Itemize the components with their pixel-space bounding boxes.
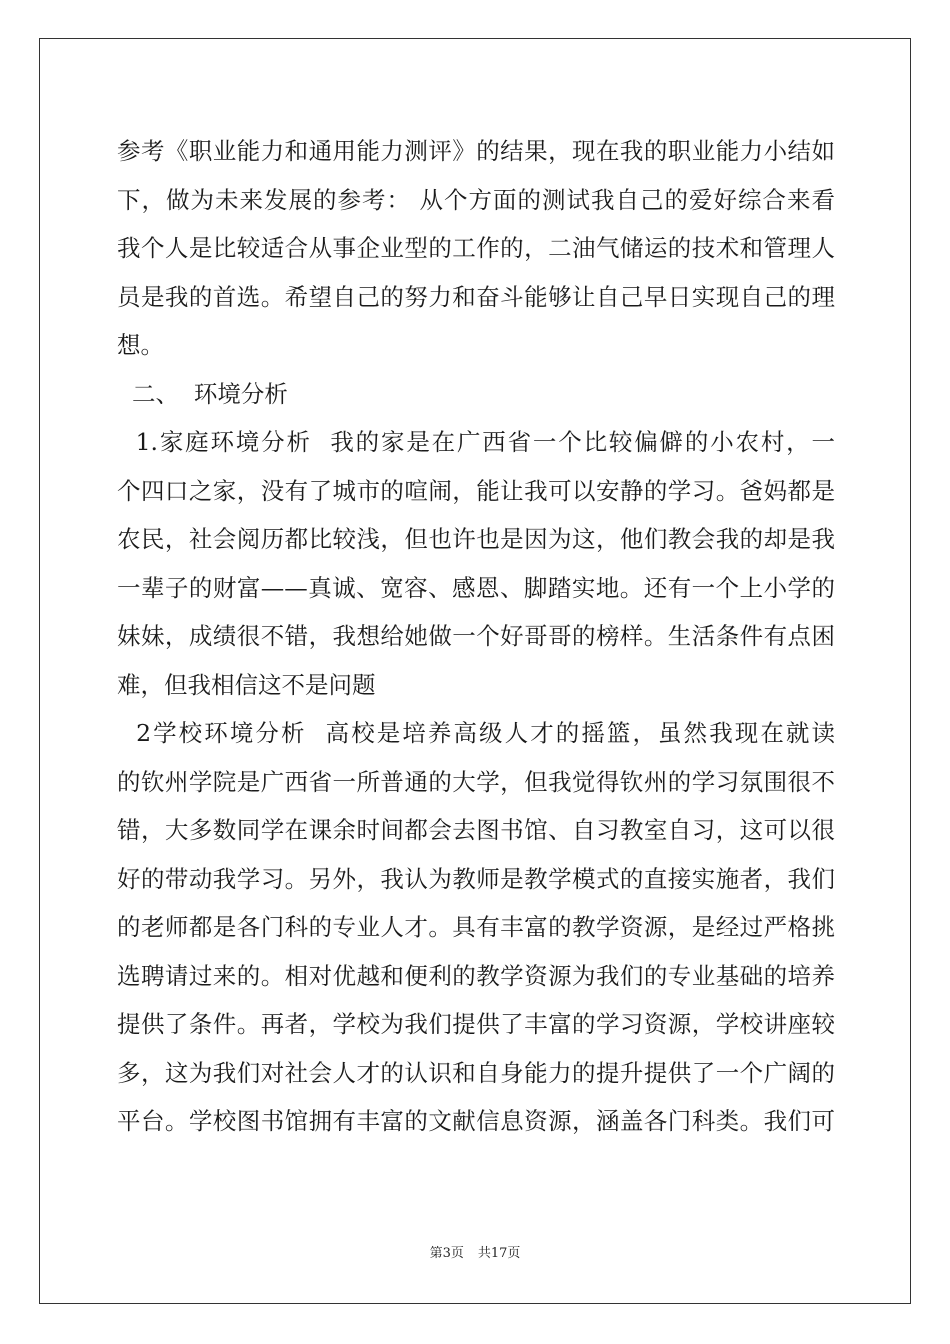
text-line: 2学校环境分析 高校是培养高级人才的摇篮，虽然我现在就读 [117, 719, 835, 747]
text-line: 多，这为我们对社会人才的认识和自身能力的提升提供了一个广阔的 [117, 1058, 835, 1087]
text-line: 难，但我相信这不是问题 [117, 670, 376, 699]
text-line: 下，做为未来发展的参考： 从个方面的测试我自己的爱好综合来看 [117, 185, 835, 214]
text-line: 一辈子的财富——真诚、宽容、感恩、脚踏实地。还有一个上小学的 [117, 573, 835, 602]
paragraph-career-summary [117, 127, 835, 370]
text-line: 农民，社会阅历都比较浅，但也许也是因为这，他们教会我的却是我 [117, 525, 835, 553]
section-heading: 二、 环境分析 [117, 379, 288, 408]
page-total: 共17页 [477, 1246, 521, 1261]
text-line: 我个人是比较适合从事企业型的工作的，二油气储运的技术和管理人 [117, 234, 835, 262]
page-footer [0, 1242, 950, 1261]
text-line: 员是我的首选。希望自己的努力和奋斗能够让自己早日实现自己的理 [117, 282, 835, 311]
text-line: 错，大多数同学在课余时间都会去图书馆、自习教室自习，这可以很 [117, 816, 835, 844]
text-line: 1.家庭环境分析 我的家是在广西省一个比较偏僻的小农村，一 [117, 428, 835, 456]
text-line: 提供了条件。再者，学校为我们提供了丰富的学习资源，学校讲座较 [117, 1010, 835, 1038]
text-line: 好的带动我学习。另外，我认为教师是教学模式的直接实施者，我们 [117, 864, 835, 893]
text-line: 的老师都是各门科的专业人才。具有丰富的教学资源，是经过严格挑 [117, 913, 835, 941]
text-line: 个四口之家，没有了城市的喧闹，能让我可以安静的学习。爸妈都是 [117, 476, 835, 505]
text-line: 平台。学校图书馆拥有丰富的文献信息资源，涵盖各门科类。我们可 [117, 1107, 835, 1135]
paragraph-family-environment [117, 418, 835, 709]
page-number: 第3页 [429, 1246, 464, 1261]
text-line: 参考《职业能力和通用能力测评》的结果，现在我的职业能力小结如 [117, 137, 835, 165]
text-line: 选聘请过来的。相对优越和便利的教学资源为我们的专业基础的培养 [117, 961, 835, 990]
text-line: 想。 [117, 331, 164, 359]
paragraph-school-environment [117, 709, 835, 1146]
text-line: 妹妹，成绩很不错，我想给她做一个好哥哥的榜样。生活条件有点困 [117, 622, 835, 650]
text-line: 的钦州学院是广西省一所普通的大学，但我觉得钦州的学习氛围很不 [117, 767, 835, 796]
document-body [117, 127, 835, 1146]
